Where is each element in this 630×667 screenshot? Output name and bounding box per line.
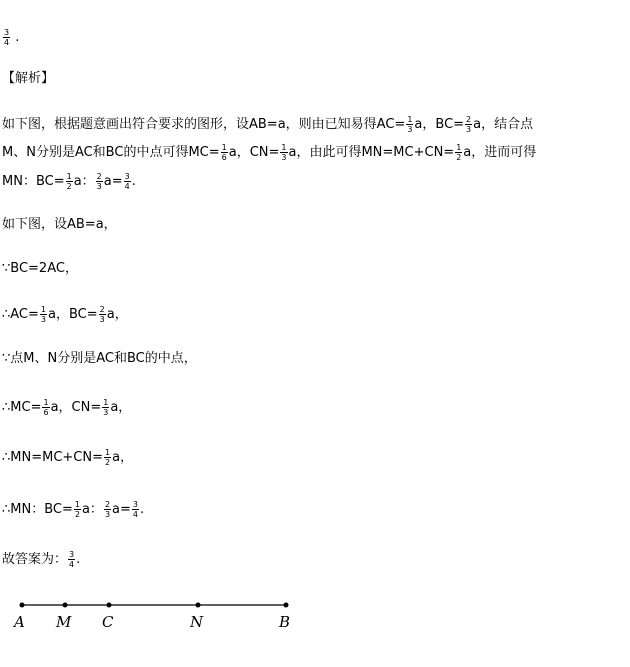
text: a，由此可得MN=MC+CN= bbox=[288, 145, 455, 160]
denominator: 2 bbox=[105, 458, 111, 467]
fraction bbox=[40, 305, 47, 324]
denominator: 4 bbox=[4, 38, 10, 47]
denominator: 3 bbox=[466, 125, 472, 134]
text: a： bbox=[81, 502, 103, 517]
fraction bbox=[3, 28, 10, 47]
text: a，BC= bbox=[414, 117, 465, 132]
text: M、N分别是AC和BC的中点可得MC= bbox=[2, 145, 220, 160]
fraction bbox=[455, 143, 462, 162]
text: a，进而可得 bbox=[463, 145, 537, 160]
text: . bbox=[139, 502, 145, 517]
numerator: 2 bbox=[99, 305, 105, 314]
fraction bbox=[102, 398, 109, 417]
point-n-label: N bbox=[190, 613, 204, 631]
text: a，BC= bbox=[48, 307, 98, 322]
text: ∴AC= bbox=[2, 307, 39, 322]
text: a， bbox=[110, 400, 132, 415]
point-n-dot bbox=[196, 603, 201, 608]
fraction bbox=[104, 448, 111, 467]
numerator: 1 bbox=[43, 398, 49, 407]
fraction bbox=[406, 115, 413, 134]
denominator: 4 bbox=[69, 560, 75, 569]
numerator: 2 bbox=[104, 500, 111, 509]
fraction bbox=[465, 115, 472, 134]
fraction bbox=[124, 172, 131, 191]
text: a，CN= bbox=[228, 145, 280, 160]
numerator: 3 bbox=[69, 550, 75, 559]
step-2: ∵BC=2AC， bbox=[2, 261, 78, 276]
point-b-label: B bbox=[279, 613, 291, 631]
denominator: 6 bbox=[221, 153, 227, 162]
text: a， bbox=[112, 450, 134, 465]
segment-diagram bbox=[0, 595, 630, 645]
step-3 bbox=[2, 305, 128, 324]
text: a= bbox=[112, 502, 131, 517]
numerator: 1 bbox=[66, 172, 72, 181]
fraction bbox=[221, 143, 228, 162]
period: . bbox=[76, 552, 81, 567]
fraction bbox=[280, 143, 287, 162]
section-title: 【解析】 bbox=[2, 71, 55, 86]
text: a= bbox=[103, 174, 123, 189]
point-m-dot bbox=[63, 603, 68, 608]
step-4: ∵点M、N分别是AC和BC的中点， bbox=[2, 351, 197, 366]
point-c-label: C bbox=[102, 613, 114, 631]
numerator: 3 bbox=[124, 172, 130, 181]
denominator: 3 bbox=[40, 315, 46, 324]
denominator: 3 bbox=[96, 182, 102, 191]
text: a，CN= bbox=[50, 400, 102, 415]
text: MN：BC= bbox=[2, 174, 65, 189]
numerator: 1 bbox=[221, 143, 227, 152]
fraction bbox=[104, 500, 111, 519]
text: a，结合点 bbox=[473, 117, 534, 132]
fraction bbox=[68, 550, 75, 569]
denominator: 3 bbox=[99, 315, 105, 324]
denominator: 2 bbox=[66, 182, 72, 191]
step-6 bbox=[2, 448, 133, 467]
text: 如下图，根据题意画出符合要求的图形，设AB=a，则由已知易得AC= bbox=[2, 117, 406, 132]
step-5 bbox=[2, 398, 131, 417]
step-7 bbox=[2, 500, 144, 519]
denominator: 4 bbox=[124, 182, 130, 191]
numerator: 1 bbox=[456, 143, 462, 152]
numerator: 3 bbox=[4, 28, 10, 37]
numerator: 1 bbox=[407, 115, 413, 124]
period: . bbox=[15, 30, 20, 45]
point-a-dot bbox=[20, 603, 25, 608]
step-1: 如下图，设AB=a， bbox=[2, 217, 117, 232]
fraction bbox=[42, 398, 49, 417]
point-c-dot bbox=[107, 603, 112, 608]
top-answer-fraction bbox=[2, 28, 19, 47]
analysis-line-3 bbox=[2, 172, 136, 191]
point-m-label: M bbox=[56, 613, 72, 631]
numerator: 1 bbox=[281, 143, 287, 152]
denominator: 2 bbox=[456, 153, 462, 162]
text: . bbox=[131, 174, 136, 189]
answer-label: 故答案为： bbox=[2, 552, 68, 567]
analysis-line-2 bbox=[2, 143, 536, 162]
text: ∴MC= bbox=[2, 400, 42, 415]
final-answer bbox=[2, 550, 80, 569]
fraction bbox=[66, 172, 73, 191]
text: a： bbox=[73, 174, 95, 189]
denominator: 2 bbox=[74, 510, 80, 519]
analysis-line-1 bbox=[2, 115, 533, 134]
fraction bbox=[96, 172, 103, 191]
fraction bbox=[74, 500, 81, 519]
numerator: 3 bbox=[132, 500, 138, 509]
numerator: 2 bbox=[466, 115, 472, 124]
numerator: 1 bbox=[103, 398, 109, 407]
text: ∴MN=MC+CN= bbox=[2, 450, 103, 465]
point-b-dot bbox=[284, 603, 289, 608]
fraction bbox=[99, 305, 106, 324]
denominator: 3 bbox=[407, 125, 413, 134]
numerator: 2 bbox=[96, 172, 102, 181]
point-a-label: A bbox=[14, 613, 25, 631]
denominator: 4 bbox=[132, 510, 138, 519]
text: a， bbox=[106, 307, 128, 322]
denominator: 6 bbox=[43, 408, 49, 417]
text: ∴MN：BC= bbox=[2, 502, 73, 517]
numerator: 1 bbox=[40, 305, 46, 314]
denominator: 3 bbox=[281, 153, 287, 162]
numerator: 1 bbox=[105, 448, 111, 457]
denominator: 3 bbox=[104, 510, 111, 519]
numerator: 1 bbox=[74, 500, 80, 509]
fraction bbox=[132, 500, 139, 519]
denominator: 3 bbox=[103, 408, 109, 417]
